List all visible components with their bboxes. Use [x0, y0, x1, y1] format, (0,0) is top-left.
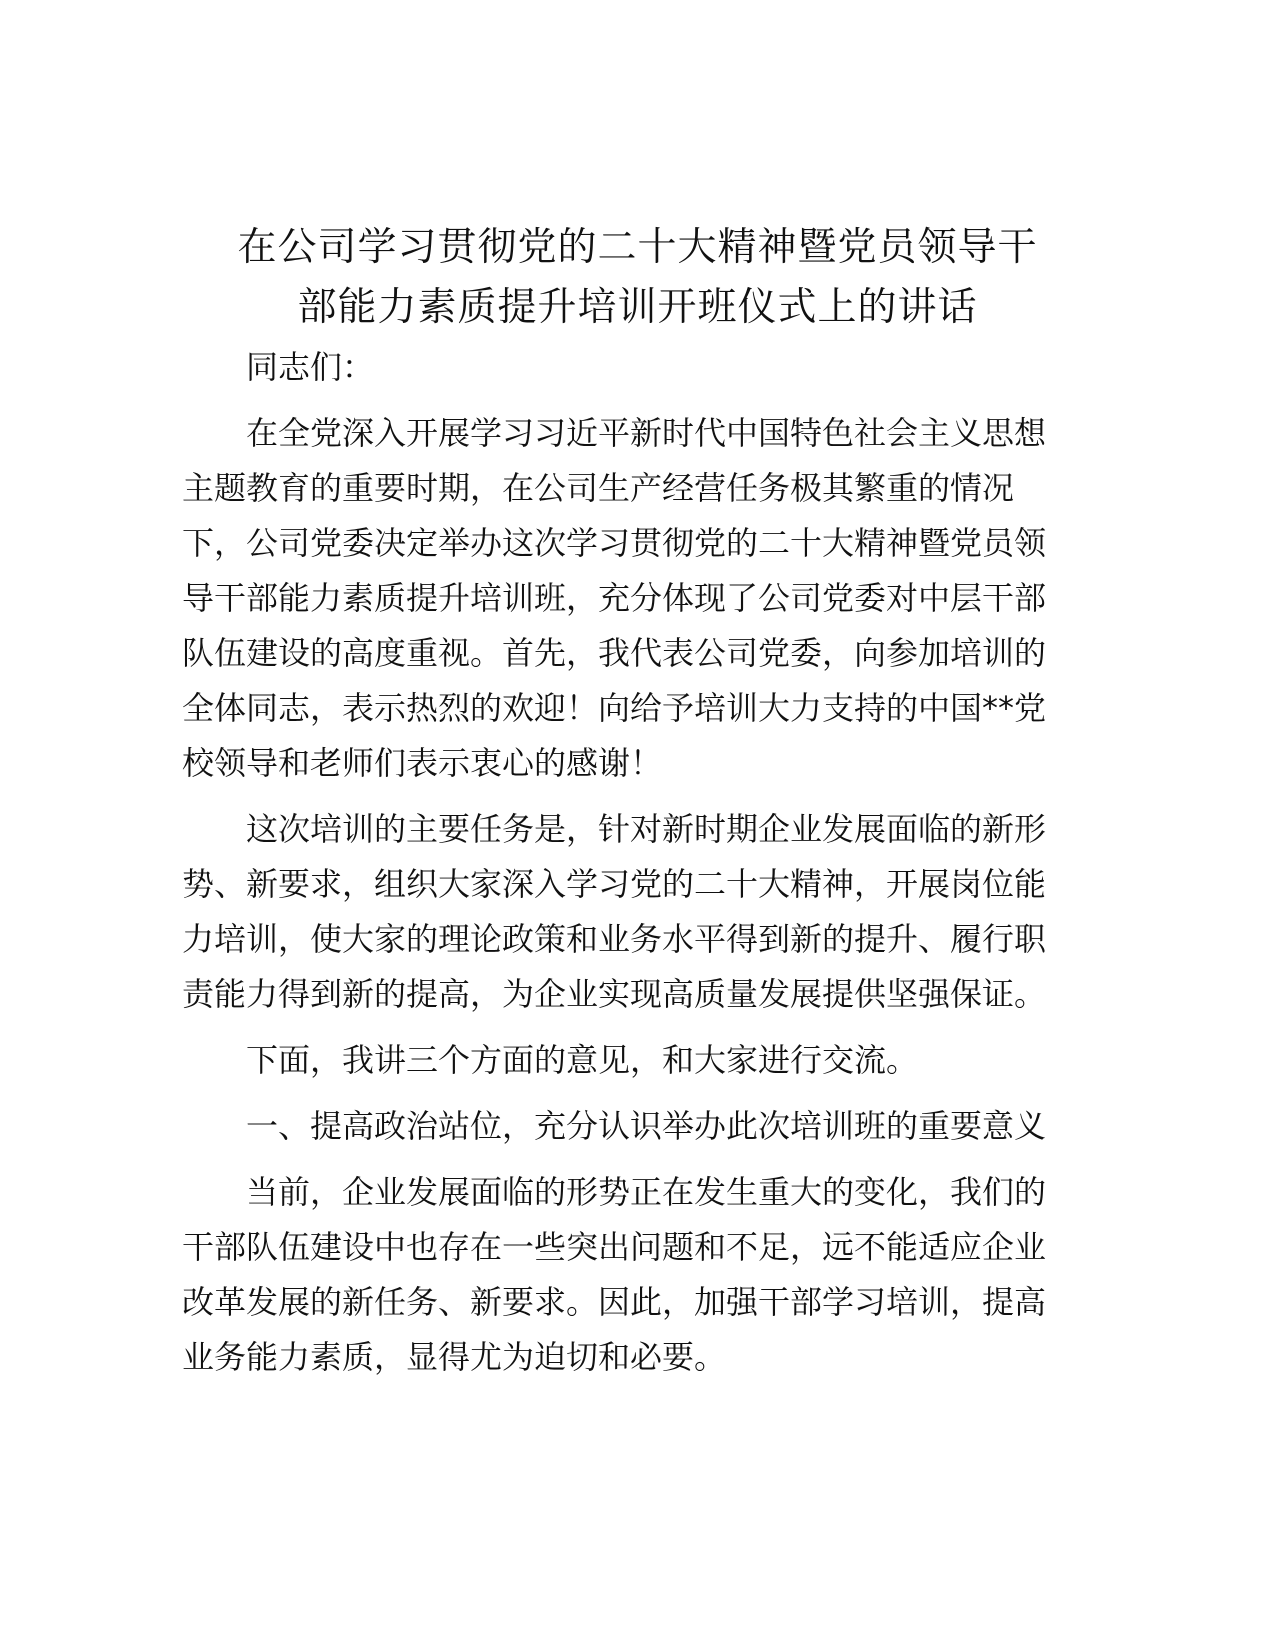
paragraph-line: 下面，我讲三个方面的意见，和大家进行交流。: [246, 1041, 919, 1079]
document-title: [160, 218, 1115, 338]
paragraph-line: 队伍建设的高度重视。首先，我代表公司党委，向参加培训的: [182, 634, 1047, 672]
paragraph-line: 校领导和老师们表示衷心的感谢！: [182, 744, 663, 782]
salutation: 同志们：: [246, 348, 375, 386]
paragraph: [182, 1033, 1052, 1088]
paragraph-line: 全体同志，表示热烈的欢迎！向给予培训大力支持的中国**党: [182, 689, 1047, 727]
title-line: 部能力素质提升培训开班仪式上的讲话: [297, 285, 978, 330]
title-line: 在公司学习贯彻党的二十大精神暨党员领导干: [237, 225, 1038, 270]
paragraph-line: 业务能力素质，显得尤为迫切和必要。: [182, 1338, 727, 1376]
paragraph-line: 在全党深入开展学习习近平新时代中国特色社会主义思想: [246, 414, 1047, 452]
section-heading-line: 一、提高政治站位，充分认识举办此次培训班的重要意义: [246, 1107, 1047, 1145]
paragraph-line: 当前，企业发展面临的形势正在发生重大的变化，我们的: [246, 1173, 1047, 1211]
paragraph-line: 改革发展的新任务、新要求。因此，加强干部学习培训，提高: [182, 1283, 1047, 1321]
paragraph: [182, 1165, 1052, 1385]
paragraph-line: 主题教育的重要时期，在公司生产经营任务极其繁重的情况: [182, 469, 1015, 507]
paragraph-line: 力培训，使大家的理论政策和业务水平得到新的提升、履行职: [182, 920, 1047, 958]
paragraph-line: 下，公司党委决定举办这次学习贯彻党的二十大精神暨党员领: [182, 524, 1047, 562]
paragraph-line: 这次培训的主要任务是，针对新时期企业发展面临的新形: [246, 810, 1047, 848]
paragraph-line: 势、新要求，组织大家深入学习党的二十大精神，开展岗位能: [182, 865, 1047, 903]
paragraph: [182, 802, 1052, 1022]
document-body: [182, 340, 1052, 1385]
section-heading: [182, 1099, 1052, 1154]
paragraph: [182, 406, 1052, 791]
paragraph-line: 导干部能力素质提升培训班，充分体现了公司党委对中层干部: [182, 579, 1047, 617]
paragraph-line: 干部队伍建设中也存在一些突出问题和不足，远不能适应企业: [182, 1228, 1047, 1266]
paragraph-line: 责能力得到新的提高，为企业实现高质量发展提供坚强保证。: [182, 975, 1047, 1013]
